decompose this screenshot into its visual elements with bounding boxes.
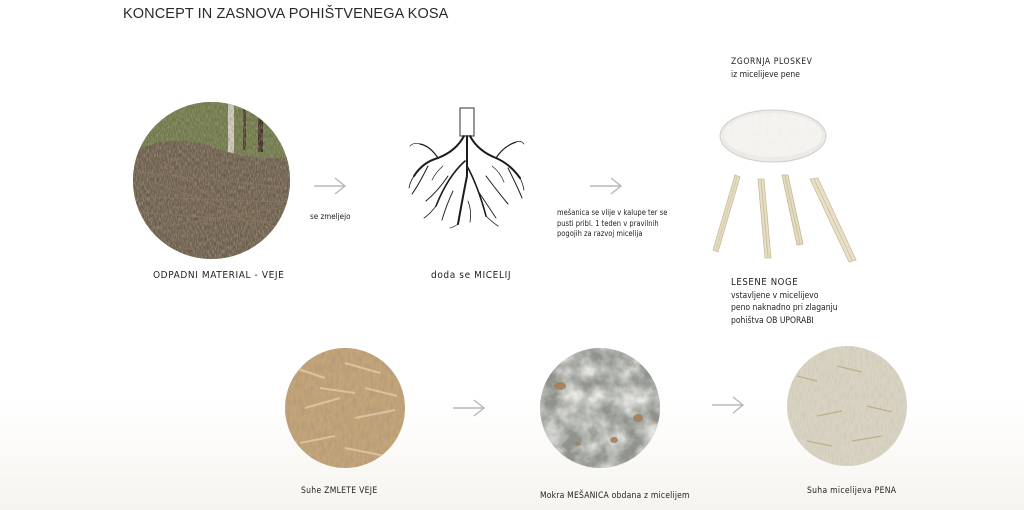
mold-label-line: pogojih za razvoj micelija	[557, 229, 643, 238]
dry-chips-label: Suhe ZMLETE VEJE	[301, 486, 378, 496]
arrow-right-icon	[452, 398, 486, 418]
legs-title: LESENE NOGE	[731, 277, 799, 288]
mold-label-line: mešanica se vlije v kalupe ter se	[557, 208, 668, 217]
mycelium-label: doda se MICELIJ	[431, 270, 512, 281]
mold-label-line: pusti pribl. 1 teden v pravilnih	[557, 218, 659, 228]
waste-label: ODPADNI MATERIAL - VEJE	[153, 270, 285, 281]
waste-branches-image	[133, 102, 290, 259]
grind-label: se zmeljejo	[310, 212, 351, 221]
legs-line: peno naknadno pri zlaganju	[731, 303, 838, 313]
dry-chips-image	[285, 348, 405, 468]
top-surface-title: ZGORNJA PLOSKEV	[731, 57, 813, 67]
foam-label: Suha micelijeva PENA	[807, 486, 897, 496]
page-title: KONCEPT IN ZASNOVA POHIŠTVENEGA KOSA	[123, 6, 449, 22]
wet-mix-label: Mokra MEŠANICA obdana z micelijem	[540, 491, 690, 501]
top-surface-caption	[731, 56, 813, 82]
mold-label	[557, 208, 667, 240]
legs-line: pohištva OB UPORABI	[731, 315, 814, 326]
top-surface-subtitle: iz micelijeve pene	[731, 70, 800, 80]
wooden-legs-image	[708, 172, 858, 264]
arrow-right-icon	[313, 176, 347, 196]
arrow-right-icon	[589, 176, 623, 196]
arrow-right-icon	[711, 395, 745, 415]
legs-line: vstavljene v micelijevo	[731, 290, 819, 301]
legs-caption	[731, 277, 838, 327]
top-surface-disc	[718, 108, 828, 164]
wet-mix-image	[540, 348, 660, 468]
mycelium-roots-illustration	[408, 106, 526, 230]
foam-image	[787, 346, 907, 466]
